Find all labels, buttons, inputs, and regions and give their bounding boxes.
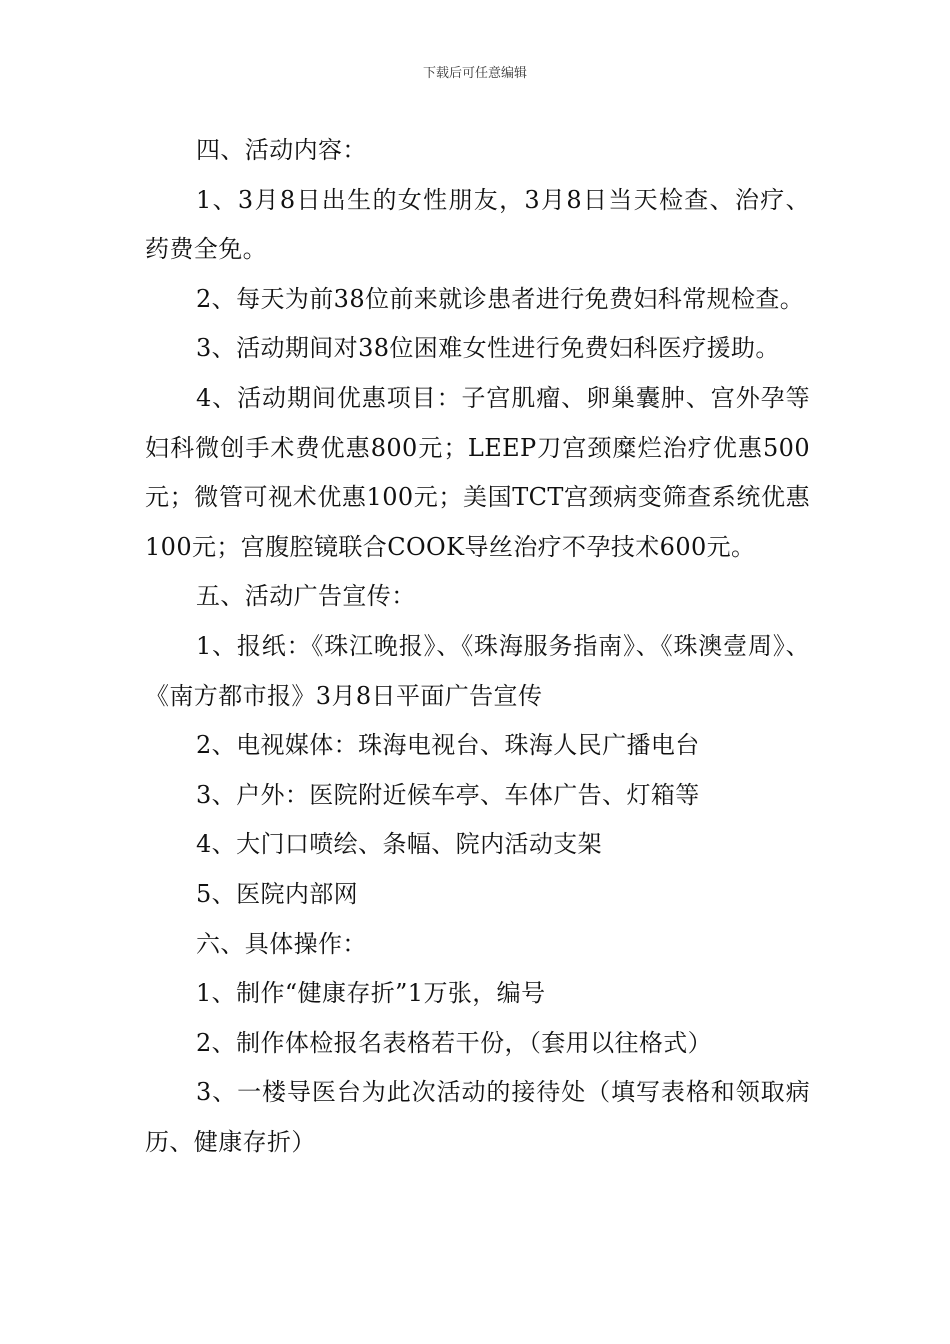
paragraph-op-1: 1、制作“健康存折”1万张，编号 — [196, 979, 546, 1008]
paragraph-ad-4: 4、大门口喷绘、条幅、院内活动支架 — [196, 830, 603, 859]
paragraph-item-2: 2、每天为前38位前来就诊患者进行免费妇科常规检查。 — [196, 284, 805, 313]
paragraph-op-3: 3、一楼导医台为此次活动的接待处（填写表格和领取病历、健康存折） — [145, 1078, 810, 1156]
paragraph-item-3: 3、活动期间对38位困难女性进行免费妇科医疗援助。 — [196, 334, 780, 363]
paragraph-ad-3: 3、户外：医院附近候车亭、车体广告、灯箱等 — [196, 780, 700, 809]
section-heading-operation: 六、具体操作： — [196, 929, 367, 958]
section-heading-advertising: 五、活动广告宣传： — [196, 582, 416, 611]
paragraph-ad-5: 5、医院内部网 — [196, 879, 359, 908]
paragraph-op-2: 2、制作体检报名表格若干份，（套用以往格式） — [196, 1028, 713, 1057]
paragraph-ad-1: 1、报纸：《珠江晚报》、《珠海服务指南》、《珠澳壹周》、《南方都市报》3月8日平面广告宣传 — [145, 631, 810, 710]
paragraph-ad-2: 2、电视媒体：珠海电视台、珠海人民广播电台 — [196, 731, 700, 760]
document-body — [145, 126, 810, 1167]
section-heading-activity-content: 四、活动内容： — [196, 136, 367, 164]
paragraph-item-4: 4、活动期间优惠项目：子宫肌瘤、卵巢囊肿、宫外孕等妇科微创手术费优惠800元；LEEP刀宫颈糜烂治疗优惠500元；微管可视术优惠100元；美国TCT宫颈病变筛查系统优惠100元；宫腹腔镜联合COOK导丝治疗不孕技术600元。 — [145, 383, 810, 561]
page-header: 下载后可任意编辑 — [422, 66, 527, 81]
paragraph-item-1: 1、3月8日出生的女性朋友，3月8日当天检查、治疗、药费全免。 — [145, 185, 810, 264]
